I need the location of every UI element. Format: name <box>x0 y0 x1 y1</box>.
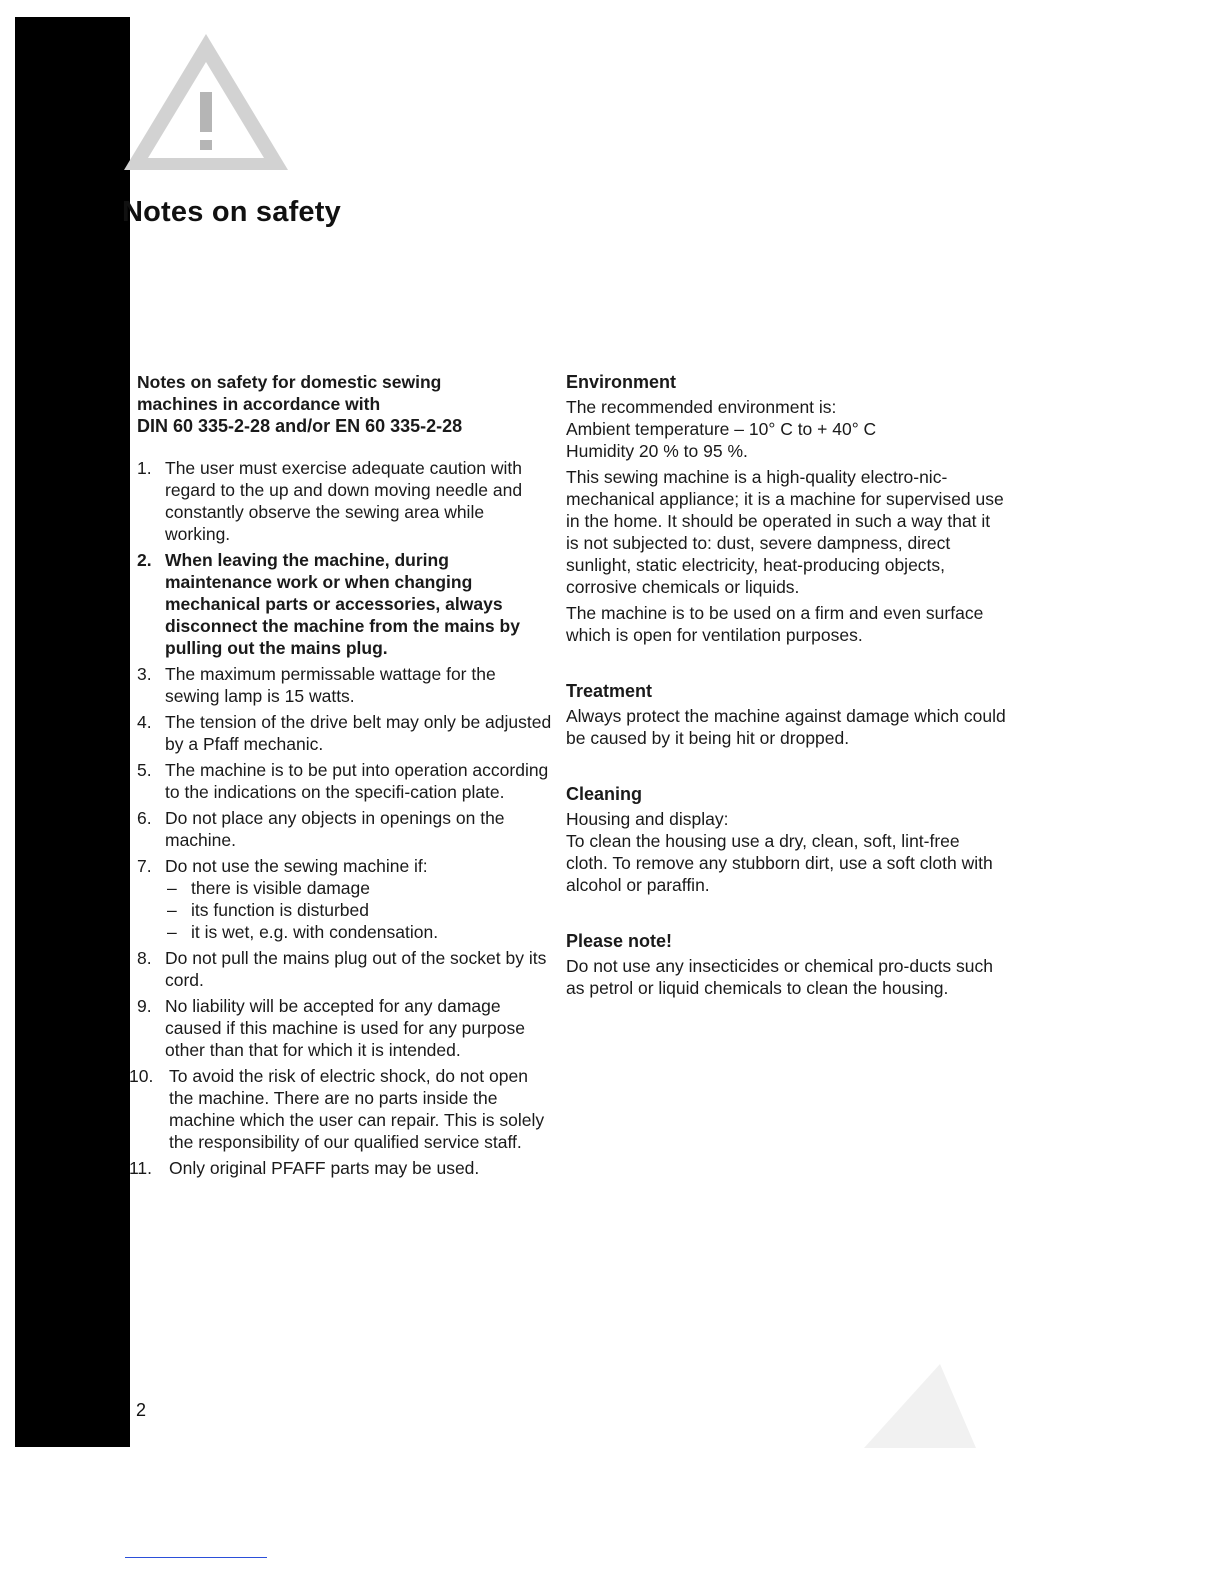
sub-list-item: – there is visible damage <box>165 877 552 899</box>
please-note-heading: Please note! <box>566 931 673 951</box>
page-number: 2 <box>136 1400 147 1420</box>
din-heading-line-2: machines in accordance with <box>137 394 381 414</box>
item-number: 2. <box>137 550 152 570</box>
environment-line-3: Humidity 20 % to 95 %. <box>566 441 748 461</box>
cleaning-line-2: To clean the housing use a dry, clean, soft, lint-free cloth. To remove any stubborn dirt, use a soft cloth with alcohol or paraffin. <box>566 831 993 895</box>
treatment-section <box>566 680 1006 749</box>
item-text: Do not pull the mains plug out of the socket by its cord. <box>165 948 547 990</box>
cleaning-section <box>566 783 1006 896</box>
item-number: 11. <box>129 1158 153 1178</box>
list-item <box>129 1065 552 1153</box>
environment-heading: Environment <box>566 372 677 392</box>
item-number: 1. <box>137 458 152 478</box>
item-text: The tension of the drive belt may only be adjusted by a Pfaff mechanic. <box>165 712 552 754</box>
list-item <box>129 1157 552 1179</box>
environment-section <box>566 371 1006 646</box>
list-item <box>137 807 552 851</box>
item-number: 8. <box>137 948 152 968</box>
item-number: 10. <box>129 1066 154 1086</box>
item-text: The maximum permissable wattage for the sewing lamp is 15 watts. <box>165 664 496 706</box>
list-item <box>137 947 552 991</box>
cleaning-heading: Cleaning <box>566 784 643 804</box>
item-text: Do not use the sewing machine if: <box>165 856 428 876</box>
treatment-heading: Treatment <box>566 681 653 701</box>
list-item <box>137 759 552 803</box>
environment-line-1: The recommended environment is: <box>566 397 837 417</box>
item-text: No liability will be accepted for any damage caused if this machine is used for any purpose other than that for which it is intended. <box>165 996 525 1060</box>
list-item <box>137 995 552 1061</box>
safety-notes-list <box>129 457 552 1179</box>
item-number: 9. <box>137 996 152 1016</box>
left-column <box>129 371 552 1183</box>
warning-triangle-icon <box>118 28 294 178</box>
item-text: The user must exercise adequate caution with regard to the up and down moving needle and constantly observe the sewing area while working. <box>165 458 523 544</box>
sub-list-item: – its function is disturbed <box>165 899 552 921</box>
item-number: 3. <box>137 664 152 684</box>
sub-list-item: – it is wet, e.g. with condensation. <box>165 921 552 943</box>
environment-paragraph-2: This sewing machine is a high-quality electro-nic-mechanical appliance; it is a machine for supervised use in the home. It should be operated in such a way that it is not subjected to: dust, severe dampness, direct sunlight, static electricity, heat-producing objects, corrosive chemicals or liquids. <box>566 467 1004 597</box>
page-title: Notes on safety <box>122 196 341 228</box>
list-item <box>137 549 552 659</box>
sub-list <box>165 877 552 943</box>
item-text: The machine is to be put into operation according to the indications on the specifi-cation plate. <box>165 760 549 802</box>
cleaning-line-1: Housing and display: <box>566 809 729 829</box>
environment-line-2: Ambient temperature – 10° C to + 40° C <box>566 419 877 439</box>
item-text: When leaving the machine, during maintenance work or when changing mechanical parts or accessories, always disconnect the machine from the mains by pulling out the mains plug. <box>165 550 520 658</box>
environment-paragraph-3: The machine is to be used on a firm and even surface which is open for ventilation purposes. <box>566 603 984 645</box>
bottom-rule <box>125 1557 267 1558</box>
treatment-paragraph: Always protect the machine against damage which could be caused by it being hit or dropped. <box>566 706 1006 748</box>
please-note-section <box>566 930 1006 999</box>
item-number: 7. <box>137 856 152 876</box>
list-item <box>137 855 552 943</box>
list-item <box>137 711 552 755</box>
list-item <box>137 457 552 545</box>
list-item <box>137 663 552 707</box>
item-text: Do not place any objects in openings on the machine. <box>165 808 505 850</box>
item-text: Only original PFAFF parts may be used. <box>169 1158 480 1178</box>
please-note-paragraph: Do not use any insecticides or chemical pro-ducts such as petrol or liquid chemicals to clean the housing. <box>566 956 994 998</box>
faint-triangle-mark <box>860 1360 980 1452</box>
environment-paragraph-1 <box>566 396 1006 462</box>
item-number: 4. <box>137 712 152 732</box>
item-number: 5. <box>137 760 152 780</box>
din-heading-line-1: Notes on safety for domestic sewing <box>137 372 442 392</box>
din-heading <box>137 371 552 437</box>
item-text: To avoid the risk of electric shock, do not open the machine. There are no parts inside the machine which the user can repair. This is solely the responsibility of our qualified service staff. <box>169 1066 545 1152</box>
cleaning-paragraph <box>566 808 1006 896</box>
right-column <box>566 371 1006 1003</box>
din-heading-line-3: DIN 60 335-2-28 and/or EN 60 335-2-28 <box>137 416 463 436</box>
item-number: 6. <box>137 808 152 828</box>
side-black-bar <box>15 17 130 1447</box>
